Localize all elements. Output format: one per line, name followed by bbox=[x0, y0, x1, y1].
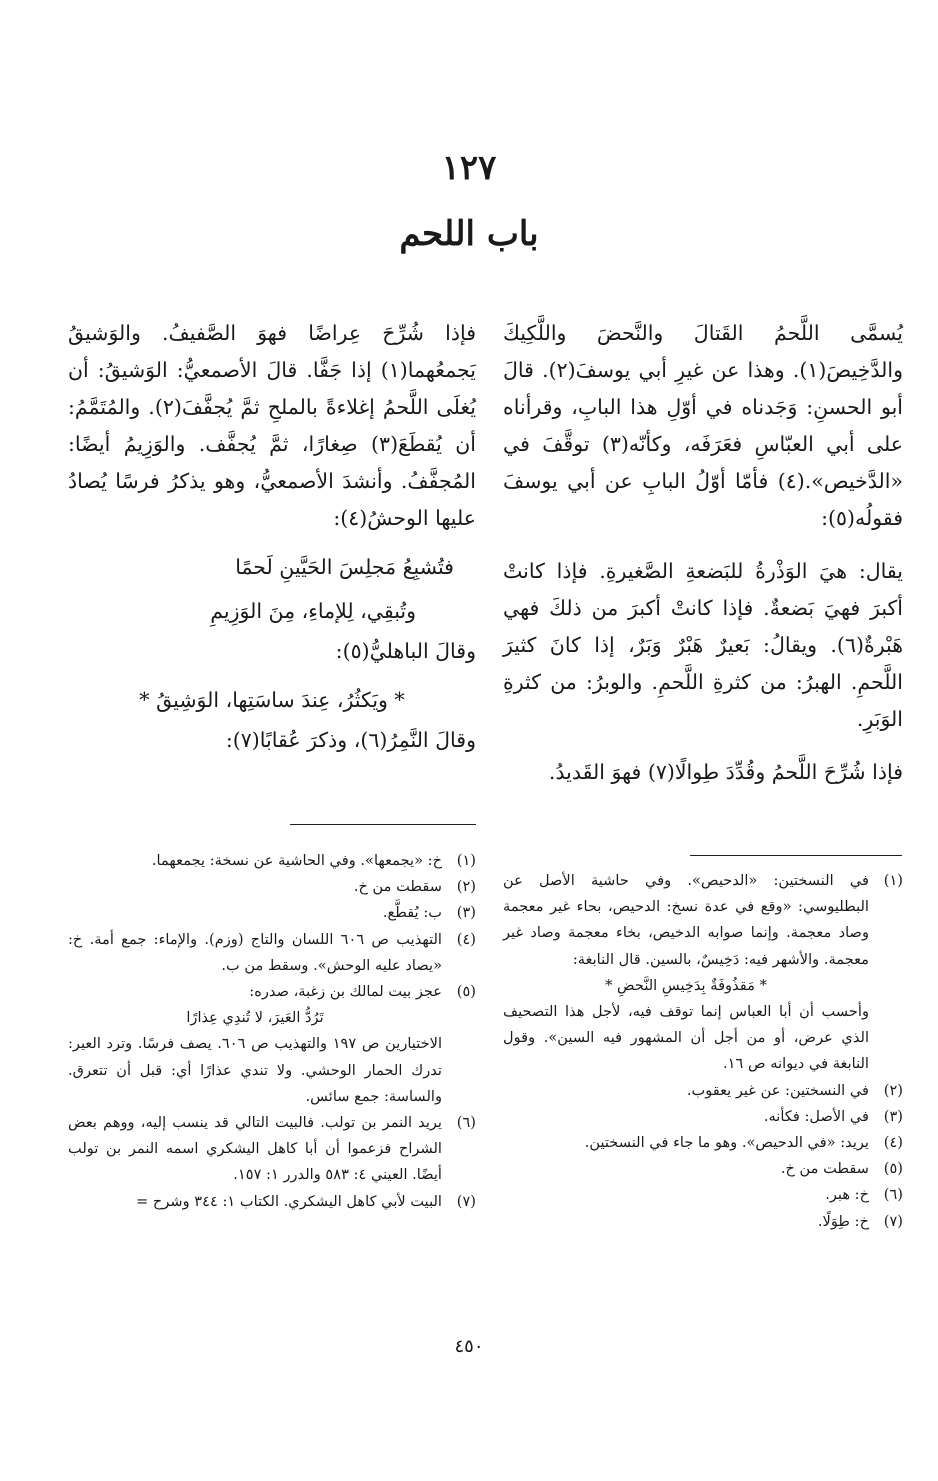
left-column bbox=[68, 315, 476, 767]
footnote bbox=[503, 868, 903, 973]
footnote bbox=[503, 1209, 903, 1235]
footnote-text: يريد النمر بن تولب. فالبيت التالي قد ينسب إليه، ووهم بعض الشراح فزعموا أن أبا كاهل اليشكري اسمه النمر بن تولب أيضًا. العيني ٤: ٥٨٣ والدرر ١: ١٥٧. bbox=[68, 1114, 442, 1184]
footnote-divider-right bbox=[690, 855, 902, 856]
footnote-number: (٥) bbox=[883, 1160, 903, 1178]
footnote-number: (١) bbox=[456, 852, 476, 869]
footnote-number: (١) bbox=[883, 872, 903, 889]
verse-first-hemistich: فتُشبِعُ مَجلِسَ الحَيَّينِ لَحمًا bbox=[235, 555, 454, 579]
footnote-number: (٦) bbox=[456, 1114, 476, 1132]
page-number: ٤٥٠ bbox=[454, 1336, 484, 1357]
footnote bbox=[503, 1182, 903, 1208]
footnote bbox=[503, 999, 903, 1078]
footnote bbox=[503, 1104, 903, 1130]
footnote bbox=[68, 848, 476, 874]
left-paragraph-2: وقالَ الباهليُّ(٥): bbox=[335, 639, 476, 663]
footnote-number: (٢) bbox=[456, 878, 476, 896]
chapter-title: باب اللحم bbox=[399, 214, 539, 254]
footnote-divider-left bbox=[290, 824, 476, 825]
footnote-text: في النسختين: «الدحيص». وفي حاشية الأصل عن البطليوسي: «وقع في عدة نسخ: الدحيص، بحاء غير معجمة وصاد معجمة. وإنما صوابه الدخيص، بخاء معجمة وصاد غير معجمة. والأشهر فيه: دَخِيسٌ، بالسين. قال النابغة: bbox=[503, 872, 869, 968]
footnote bbox=[68, 1110, 476, 1189]
footnote-text: خ: هبر. bbox=[825, 1186, 869, 1204]
footnotes-right bbox=[503, 868, 903, 1235]
footnote-verse: * مَقذُوفَةٌ بِدَخِيسِ النَّحضِ * bbox=[605, 976, 767, 994]
right-paragraph-2: يقال: هيَ الوَذْرةُ للبَضعةِ الصَّغيرةِ. فإذا كانتْ أكبرَ فهيَ بَضعةٌ. فإذا كانتْ أكبرَ من ذلكَ فهي هَبْرةٌ(٦). ويقالُ: بَعيرٌ هَبْرٌ وَبَرٌ، إذا كانَ كثيرَ اللَّحمِ. الهبرُ: من كثرةِ اللَّحمِ. والوبرُ: من كثرةِ الوَبَرِ. bbox=[503, 559, 903, 731]
footnote-number: (٥) bbox=[456, 983, 476, 1001]
footnote-number: (٤) bbox=[456, 930, 476, 948]
footnote bbox=[68, 874, 476, 900]
footnote-number: (٤) bbox=[883, 1134, 903, 1152]
footnote bbox=[503, 1130, 903, 1156]
footnote-number: (٧) bbox=[883, 1212, 903, 1230]
footnote-text: يريد: «في الدحيص». وهو ما جاء في النسختين. bbox=[584, 1134, 869, 1152]
footnote-text: خ: طِوَلًا. bbox=[817, 1212, 869, 1230]
footnote bbox=[68, 979, 476, 1005]
footnote-continuation: وأحسب أن أبا العباس إنما توقف فيه، لأجل هذا التصحيف الذي عرض، أو من أجل أن المشهور فيه السين». وقول النابغة في ديوانه ص ١٦. bbox=[503, 1003, 869, 1073]
right-paragraph-3: فإذا شُرِّحَ اللَّحمُ وقُدِّدَ طِوالًا(٧) فهوَ القَديدُ. bbox=[548, 760, 903, 784]
footnote-number: (٧) bbox=[456, 1192, 476, 1210]
chapter-number: ١٢٧ bbox=[441, 148, 497, 188]
verse-bahili: * ويَكثُرُ، عِندَ ساسَتِها، الوَشِيقُ * bbox=[139, 688, 405, 712]
footnote-number: (٦) bbox=[883, 1186, 903, 1204]
footnote-continuation: الاختيارين ص ١٩٧ والتهذيب ص ٦٠٦. يصف فرسًا. وترد العير: تدرك الحمار الوحشي. ولا تندي عذارًا أي: قبل أن تتعرق. والساسة: جمع سائس. bbox=[68, 1035, 443, 1105]
footnote-number: (٢) bbox=[883, 1081, 903, 1099]
footnote bbox=[503, 1156, 903, 1182]
footnote-text: البيت لأبي كاهل اليشكري. الكتاب ١: ٣٤٤ وشرح = bbox=[136, 1192, 442, 1210]
footnote-text: في النسختين: عن غير يعقوب. bbox=[686, 1081, 869, 1099]
footnote-text: التهذيب ص ٦٠٦ اللسان والتاج (وزم). والإماء: جمع أمة. خ: «يصاد عليه الوحش». وسقط من ب. bbox=[68, 930, 442, 974]
footnote bbox=[503, 1078, 903, 1104]
verse-second-hemistich: وتُبقِي، لِلإماءِ، مِنَ الوَزِيمِ bbox=[210, 599, 416, 623]
footnote bbox=[68, 1189, 476, 1215]
footnote-text: سقطت من خ. bbox=[780, 1160, 869, 1178]
footnote-number: (٣) bbox=[456, 904, 476, 922]
left-paragraph-3: وقالَ النَّمِرُ(٦)، وذكرَ عُقابًا(٧): bbox=[225, 728, 476, 752]
footnotes-left bbox=[68, 848, 476, 1215]
footnote bbox=[68, 900, 476, 926]
footnote-number: (٣) bbox=[883, 1107, 903, 1125]
right-column bbox=[503, 315, 903, 807]
footnote-text: سقطت من خ. bbox=[353, 878, 442, 896]
footnote bbox=[68, 1031, 476, 1110]
footnote-text: خ: «يجمعها». وفي الحاشية عن نسخة: يجمعهما. bbox=[151, 852, 442, 869]
footnote-verse: تَرُدُّ العَيرَ، لا تُندِي عِذارًا bbox=[186, 1009, 324, 1027]
footnote-text: في الأصل: فكأنه. bbox=[763, 1107, 869, 1125]
footnote-text: عجز بيت لمالك بن زغبة، صدره: bbox=[249, 983, 442, 1001]
left-paragraph-1: فإذا شُرِّحَ عِراضًا فهوَ الصَّفيفُ. والوَشيقُ يَجمعُهما(١) إذا جَفَّا. قالَ الأصمعيُّ: الوَشيقُ: أن يُغلَى اللَّحمُ إغلاءةً بالملحِ ثمَّ يُجفَّفَ(٢). والمُتَمَّمُ: أن يُقطَعَ(٣) صِغارًا، ثمَّ يُجفَّف. والوَزِيمُ أيضًا: المُجفَّفُ. وأنشدَ الأصمعيُّ، وهو يذكرُ فرسًا يُصادُ عليها الوحشُ(٤): bbox=[68, 321, 476, 530]
footnote bbox=[68, 927, 476, 979]
footnote-text: ب: يُقطَّع. bbox=[382, 904, 442, 922]
right-paragraph-1: يُسمَّى اللَّحمُ القَتالَ والنَّحضَ واللَّكِيكَ والدَّخِيصَ(١). وهذا عن غيرِ أبي يوسفَ(٢). قالَ أبو الحسنِ: وَجَدناه في أوّلِ هذا البابِ، وقرأناه على أبي العبّاسِ فعَرَفَه، وكأنّه(٣) توقَّفَ في «الدَّخيص».(٤) فأمّا أوّلُ البابِ عن أبي يوسفَ فقولُه(٥): bbox=[503, 321, 904, 530]
